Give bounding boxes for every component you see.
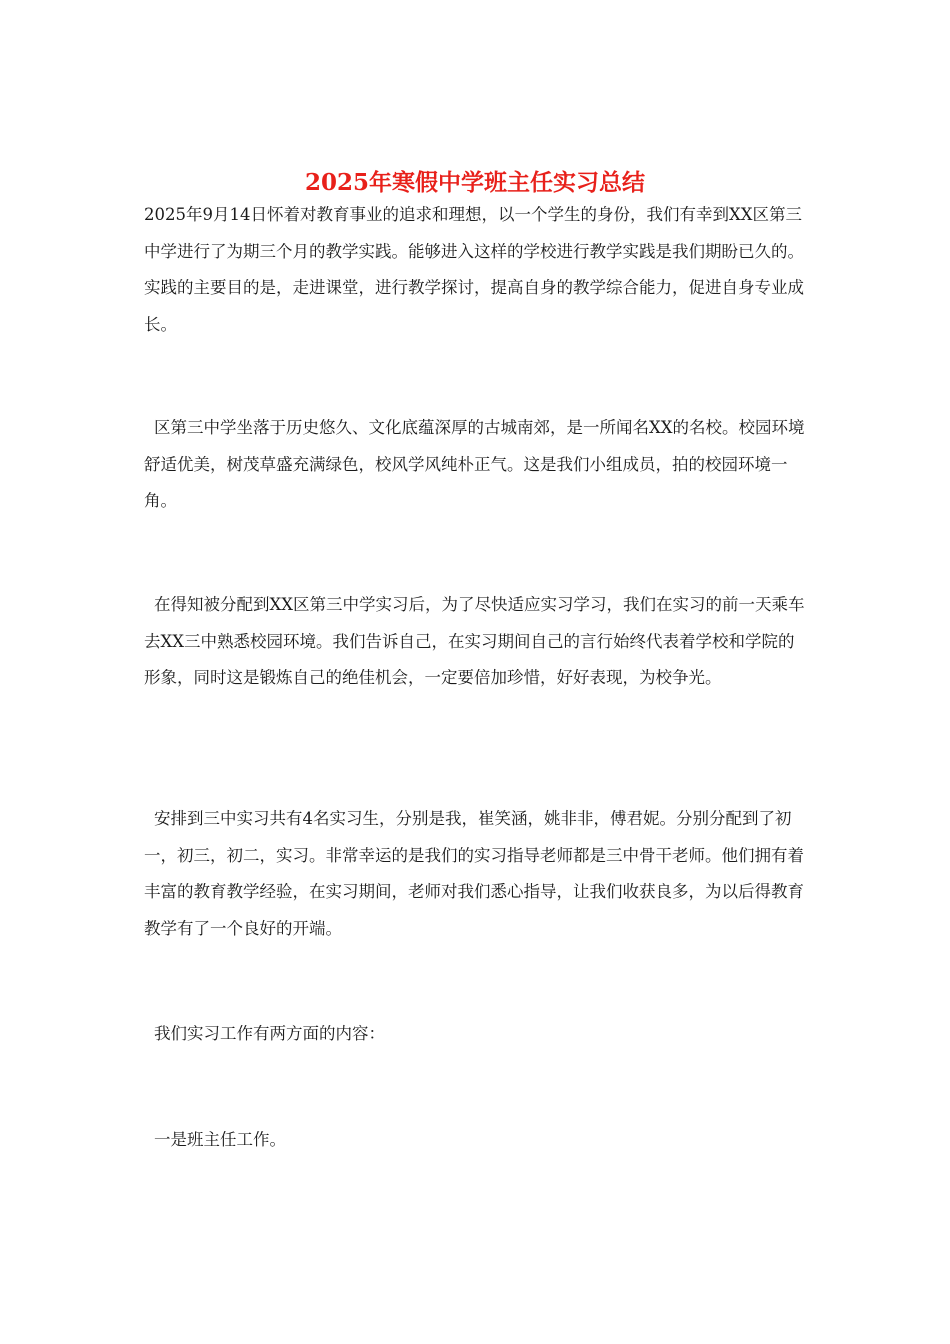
paragraph-interns: 安排到三中实习共有4名实习生，分别是我，崔笑涵，姚非非，傅君妮。分别分配到了初一，初三，初二，实习。非常幸运的是我们的实习指导老师都是三中骨干老师。他们拥有着丰富的教育教学经验，在实习期间，老师对我们悉心指导，让我们收获良多，为以后得教育教学有了一个良好的开端。 [144,809,804,938]
paragraph-homeroom-work: 一是班主任工作。 [154,1130,286,1149]
paragraph-intro: 2025年9月14日怀着对教育事业的追求和理想，以一个学生的身份，我们有幸到XX区第三中学进行了为期三个月的教学实践。能够进入这样的学校进行教学实践是我们期盼已久的。实践的主要目的是，走进课堂，进行教学探讨，提高自身的教学综合能力，促进自身专业成长。 [144,205,804,334]
paragraph-work-content: 我们实习工作有两方面的内容： [154,1024,385,1043]
document-title: 2025年寒假中学班主任实习总结 [304,169,645,197]
paragraph-preparation: 在得知被分配到XX区第三中学实习后，为了尽快适应实习学习，我们在实习的前一天乘车去XX三中熟悉校园环境。我们告诉自己，在实习期间自己的言行始终代表着学校和学院的形象，同时这是锻炼自己的绝佳机会，一定要倍加珍惜，好好表现，为校争光。 [144,595,805,687]
paragraph-school-description: 区第三中学坐落于历史悠久、文化底蕴深厚的古城南郊，是一所闻名XX的名校。校园环境舒适优美，树茂草盛充满绿色，校风学风纯朴正气。这是我们小组成员，拍的校园环境一角。 [144,418,805,510]
